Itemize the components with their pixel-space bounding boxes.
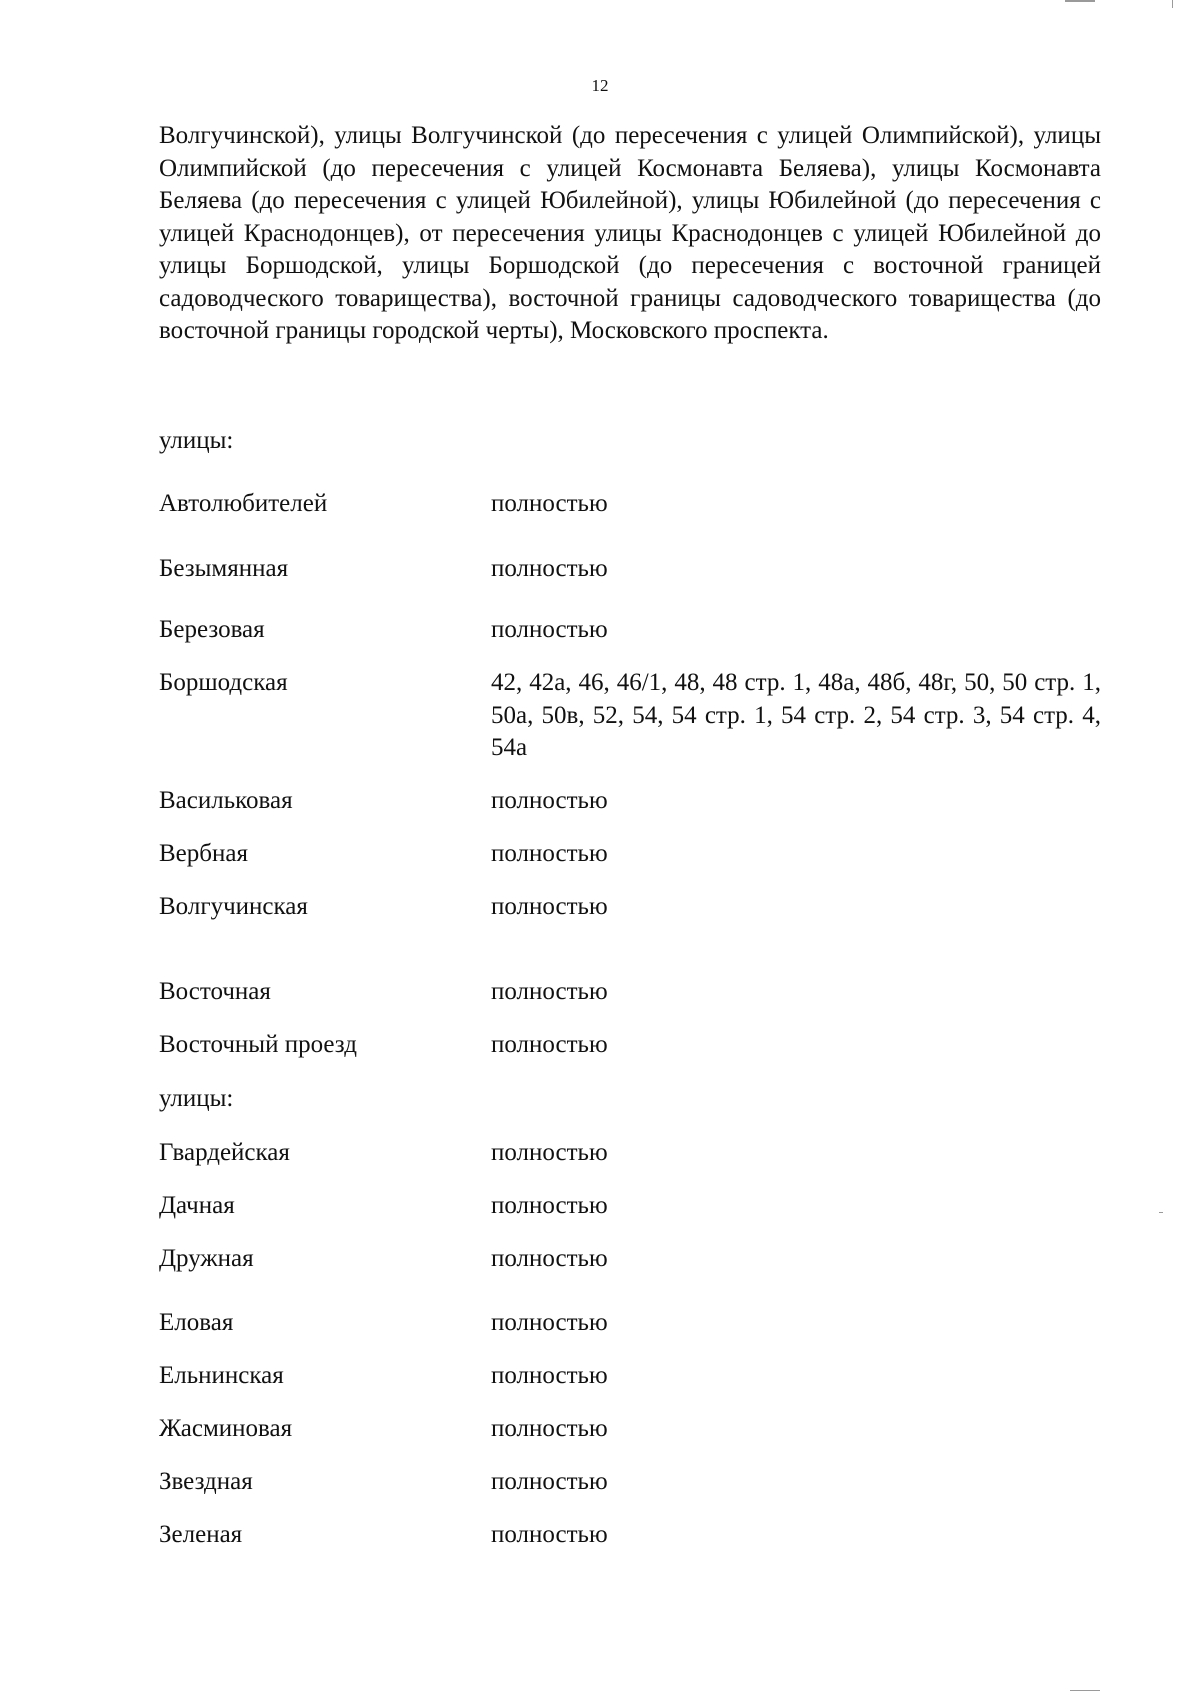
- street-name: Восточная: [159, 978, 271, 1005]
- street-name: Зеленая: [159, 1521, 243, 1548]
- street-name: Гвардейская: [159, 1139, 290, 1166]
- street-extent: полностью: [491, 978, 608, 1005]
- street-name: Ельнинская: [159, 1362, 284, 1389]
- street-extent: полностью: [491, 787, 608, 814]
- street-name: Васильковая: [159, 787, 293, 814]
- street-extent: полностью: [491, 1521, 608, 1548]
- street-name: Безымянная: [159, 555, 289, 582]
- street-name: Звездная: [159, 1468, 253, 1495]
- intro-paragraph: Волгучинской), улицы Волгучинской (до пересечения с улицей Олимпийской), улицы Олимпийской (до пересечения с улицей Космонавта Беляева), улицы Космонавта Беляева (до пересечения с улицей Юбилейной), улицы Юбилейной (до пересечения с улицей Краснодонцев), от пересечения улицы Краснодонцев с улицей Юбилейной до улицы Боршодской, улицы Боршодской (до пересечения с восточной границей садоводческого товарищества), восточной границы садоводческого товарищества (до восточной границы городской черты), Московского проспекта.: [159, 122, 1101, 344]
- street-extent: полностью: [491, 1192, 608, 1219]
- street-name: Березовая: [159, 616, 265, 643]
- street-extent: полностью: [491, 555, 608, 582]
- scan-artifact: [1070, 1690, 1100, 1691]
- street-extent: полностью: [491, 1245, 608, 1272]
- street-name: Вербная: [159, 840, 248, 867]
- street-name: Восточный проезд: [159, 1031, 357, 1058]
- street-extent: 42, 42а, 46, 46/1, 48, 48 стр. 1, 48а, 48б, 48г, 50, 50 стр. 1, 50а, 50в, 52, 54, 54 стр. 1, 54 стр. 2, 54 стр. 3, 54 стр. 4, 54а: [491, 669, 1101, 761]
- street-extent: полностью: [491, 1468, 608, 1495]
- street-extent: полностью: [491, 840, 608, 867]
- street-name: Волгучинская: [159, 893, 308, 920]
- street-extent: полностью: [491, 1362, 608, 1389]
- street-extent: полностью: [491, 1309, 608, 1336]
- street-name: Автолюбителей: [159, 490, 328, 517]
- street-extent: полностью: [491, 490, 608, 517]
- street-extent: полностью: [491, 1031, 608, 1058]
- street-extent: полностью: [491, 1139, 608, 1166]
- scan-artifact: [1159, 1212, 1163, 1213]
- scan-artifact: [1172, 0, 1173, 8]
- street-name: Дачная: [159, 1192, 235, 1219]
- street-name: Боршодская: [159, 669, 288, 696]
- section-heading: улицы:: [159, 427, 234, 454]
- street-extent: полностью: [491, 616, 608, 643]
- page-number: 12: [591, 76, 609, 95]
- scan-artifact: [1065, 0, 1095, 2]
- street-extent: полностью: [491, 893, 608, 920]
- street-extent: полностью: [491, 1415, 608, 1442]
- street-name: Еловая: [159, 1309, 234, 1336]
- street-name: Жасминовая: [159, 1415, 293, 1442]
- street-name: Дружная: [159, 1245, 254, 1272]
- section-heading: улицы:: [159, 1085, 234, 1112]
